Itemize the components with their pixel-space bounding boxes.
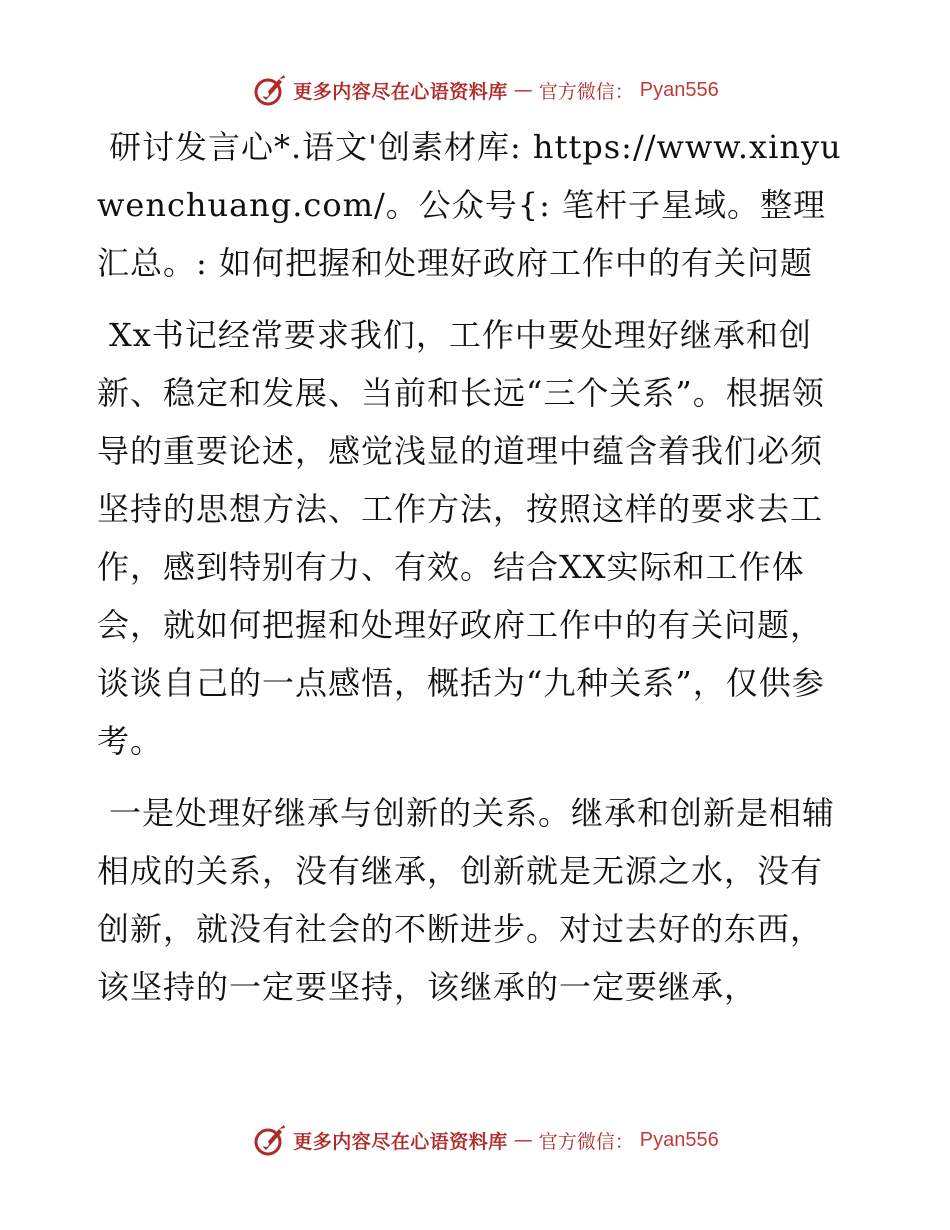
document-paragraph — [97, 784, 853, 1016]
watermark-group — [253, 1123, 719, 1157]
quill-logo-icon — [253, 1123, 287, 1157]
watermark-site-text: 更多内容尽在心语资料库 — [293, 1130, 508, 1153]
document-paragraph — [97, 118, 853, 292]
document-body — [97, 118, 853, 1030]
paragraph-text: Xx书记经常要求我们，工作中要处理好继承和创新、稳定和发展、当前和长远“三个关系”。根据领导的重要论述，感觉浅显的道理中蕴含着我们必须坚持的思想方法、工作方法，按照这样的要求去工作，感到特别有力、有效。结合XX实际和工作体会，就如何把握和处理好政府工作中的有关问题，谈谈自己的一点感悟，概括为“九种关系”，仅供参考。 — [97, 316, 825, 760]
watermark-contact-label: 官方微信： — [538, 1130, 634, 1153]
watermark-contact-id: Pyan556 — [639, 78, 719, 101]
quill-logo-icon — [253, 73, 287, 107]
watermark-group — [253, 73, 719, 107]
watermark-contact-id: Pyan556 — [639, 1128, 719, 1151]
footer-watermark — [0, 1120, 950, 1160]
watermark-site-text: 更多内容尽在心语资料库 — [293, 80, 508, 103]
paragraph-text: 一是处理好继承与创新的关系。继承和创新是相辅相成的关系，没有继承，创新就是无源之水，没有创新，就没有社会的不断进步。对过去好的东西，该坚持的一定要坚持，该继承的一定要继承， — [97, 794, 836, 1006]
document-paragraph — [97, 306, 853, 770]
watermark-contact-label: 官方微信： — [538, 80, 634, 103]
header-watermark — [0, 70, 950, 110]
watermark-separator: — — [513, 1129, 533, 1151]
watermark-separator: — — [513, 79, 533, 101]
paragraph-text: 研讨发言心*.语文'创素材库: https://www.xinyuwenchuang.com/。公众号{: 笔杆子星域。整理汇总。: 如何把握和处理好政府工作中的有关问题 — [97, 128, 842, 282]
